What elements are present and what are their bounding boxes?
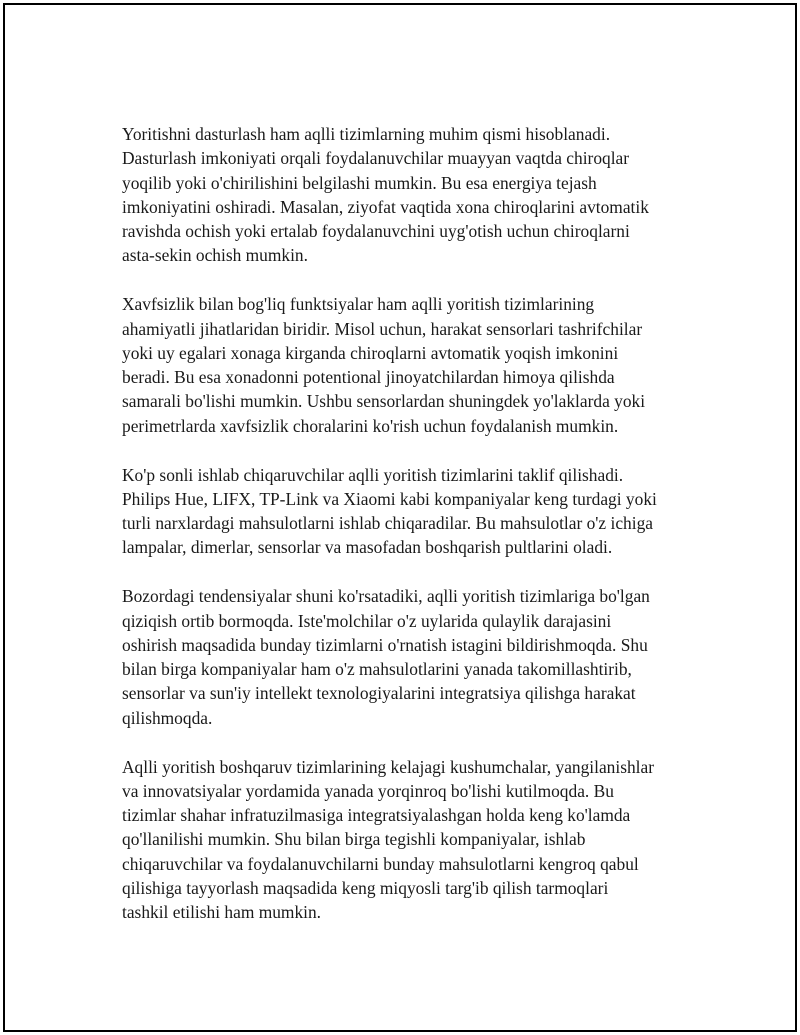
page-frame bbox=[3, 3, 797, 1032]
text-line: beradi. Bu esa xonadonni potentional jinoyatchilardan himoya qilishda bbox=[122, 367, 615, 388]
paragraph-manufacturers bbox=[122, 463, 722, 560]
text-line: tizimlar shahar infratuzilmasiga integratsiyalashgan holda keng ko'lamda bbox=[122, 805, 631, 826]
text-line: qilishmoqda. bbox=[122, 707, 213, 728]
text-line: ahamiyatli jihatlaridan biridir. Misol uchun, harakat sensorlari tashrifchilar bbox=[122, 318, 643, 339]
text-line: qiziqish ortib bormoqda. Iste'molchilar o'z uylarida qulaylik darajasini bbox=[122, 610, 612, 631]
text-line: imkoniyatini oshiradi. Masalan, ziyofat vaqtida xona chiroqlarini avtomatik bbox=[122, 196, 649, 217]
text-line: va innovatsiyalar yordamida yanada yorqinroq bo'lishi kutilmoqda. Bu bbox=[122, 780, 614, 801]
text-line: sensorlar va sun'iy intellekt texnologiyalarini integratsiya qilishga harakat bbox=[122, 683, 636, 704]
text-line: ravishda ochish yoki ertalab foydalanuvchini uyg'otish uchun chiroqlarni bbox=[122, 221, 630, 242]
text-line: Aqlli yoritish boshqaruv tizimlarining kelajagi kushumchalar, yangilanishlar bbox=[122, 756, 655, 777]
text-line: tashkil etilishi ham mumkin. bbox=[122, 902, 322, 923]
text-line: Philips Hue, LIFX, TP-Link va Xiaomi kabi kompaniyalar keng turdagi yoki bbox=[122, 488, 657, 509]
text-line: turli narxlardagi mahsulotlarni ishlab chiqaradilar. Bu mahsulotlar o'z ichiga bbox=[122, 513, 653, 534]
text-line: yoki uy egalari xonaga kirganda chiroqlarni avtomatik yoqish imkonini bbox=[122, 342, 619, 363]
paragraph-future bbox=[122, 755, 722, 925]
paragraph-market-trends bbox=[122, 584, 722, 730]
text-line: bilan birga kompaniyalar ham o'z mahsulotlarini yanada takomillashtirib, bbox=[122, 659, 632, 680]
text-line: qo'llanilishi mumkin. Shu bilan birga tegishli kompaniyalar, ishlab bbox=[122, 829, 586, 850]
text-line: lampalar, dimerlar, sensorlar va masofadan boshqarish pultlarini oladi. bbox=[122, 537, 613, 558]
text-line: Yoritishni dasturlash ham aqlli tizimlarning muhim qismi hisoblanadi. bbox=[122, 124, 611, 144]
text-line: oshirish maqsadida bunday tizimlarni o'rnatish istagini bildirishmoqda. Shu bbox=[122, 634, 648, 655]
text-line: perimetrlarda xavfsizlik choralarini ko'rish uchun foydalanish mumkin. bbox=[122, 415, 619, 436]
text-line: Dasturlash imkoniyati orqali foydalanuvchilar muayyan vaqtda chiroqlar bbox=[122, 148, 630, 169]
text-line: chiqaruvchilar va foydalanuvchilarni bunday mahsulotlarni kengroq qabul bbox=[122, 853, 639, 874]
text-line: qilishiga tayyorlash maqsadida keng miqyosli targ'ib qilish tarmoqlari bbox=[122, 878, 609, 899]
paragraph-security bbox=[122, 292, 722, 438]
text-line: Xavfsizlik bilan bog'liq funktsiyalar ham aqlli yoritish tizimlarining bbox=[122, 294, 595, 315]
document-body bbox=[122, 122, 722, 949]
text-line: Ko'p sonli ishlab chiqaruvchilar aqlli yoritish tizimlarini taklif qilishadi. bbox=[122, 464, 624, 485]
text-line: Bozordagi tendensiyalar shuni ko'rsatadiki, aqlli yoritish tizimlariga bo'lgan bbox=[122, 586, 650, 607]
paragraph-programming bbox=[122, 122, 722, 268]
text-line: asta-sekin ochish mumkin. bbox=[122, 245, 308, 266]
text-line: samarali bo'lishi mumkin. Ushbu sensorlardan shuningdek yo'laklarda yoki bbox=[122, 391, 646, 412]
text-line: yoqilib yoki o'chirilishini belgilashi mumkin. Bu esa energiya tejash bbox=[122, 172, 597, 193]
